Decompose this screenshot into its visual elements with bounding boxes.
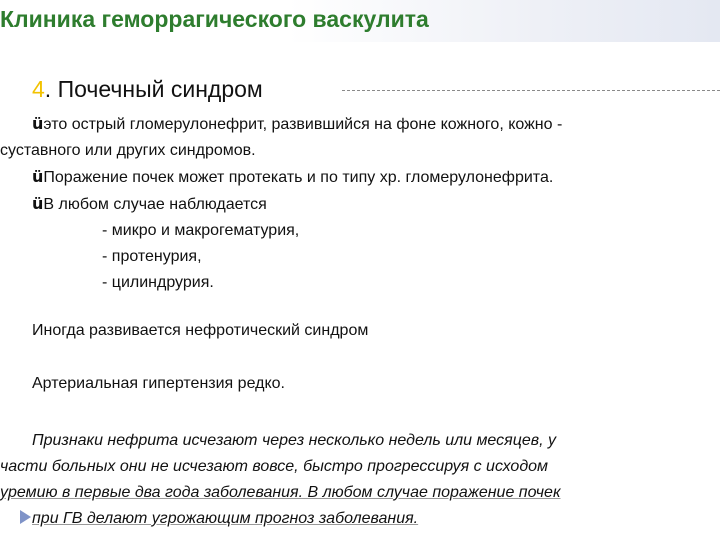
prognosis-line: при ГВ делают угрожающим прогноз заболевания. xyxy=(32,510,419,527)
bullet-text: это острый гломерулонефрит, развившийся на фоне кожного, кожно - xyxy=(43,116,563,133)
section-number: 4 xyxy=(32,76,45,102)
prognosis-line: части больных они не исчезают вовсе, быстро прогрессируя с исходом xyxy=(0,458,549,475)
section-heading-text: . Почечный синдром xyxy=(44,76,263,102)
slide-title: Клиника геморрагического васкулита xyxy=(0,6,429,32)
bullet-item xyxy=(32,191,718,218)
prognosis-paragraph xyxy=(0,428,720,532)
checkmark-icon: ü xyxy=(32,167,44,186)
bullet-item xyxy=(32,111,718,138)
checkmark-icon: ü xyxy=(32,194,44,213)
bullet-list xyxy=(0,111,718,296)
bullet-text: В любом случае наблюдается xyxy=(43,196,267,213)
bullet-item xyxy=(32,164,718,191)
sub-item: - цилиндрурия. xyxy=(102,274,214,291)
nav-arrow-icon[interactable] xyxy=(20,510,31,524)
section-heading xyxy=(32,76,263,103)
heading-divider xyxy=(342,90,720,91)
checkmark-icon: ü xyxy=(32,114,44,133)
sub-item: - микро и макрогематурия, xyxy=(102,222,300,239)
prognosis-line: уремию в первые два года заболевания. В любом случае поражение почек xyxy=(0,484,561,501)
bullet-continuation: суставного или других синдромов. xyxy=(0,142,256,159)
prognosis-line: Признаки нефрита исчезают через несколько недель или месяцев, у xyxy=(32,432,556,449)
nephrotic-paragraph: Иногда развивается нефротический синдром xyxy=(32,322,369,339)
bullet-text: Поражение почек может протекать и по типу хр. гломерулонефрита. xyxy=(43,169,554,186)
hypertension-paragraph: Артериальная гипертензия редко. xyxy=(32,375,285,392)
sub-item: - протенурия, xyxy=(102,248,202,265)
